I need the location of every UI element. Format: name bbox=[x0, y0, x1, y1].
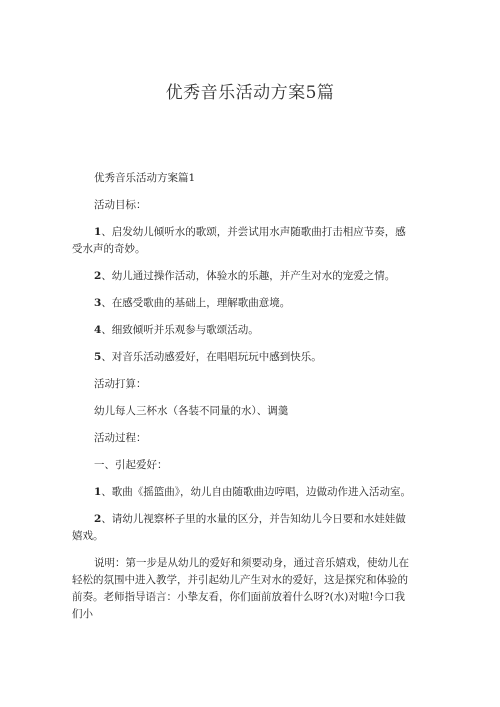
paragraph: 4、细致倾听并乐观参与歌颂活动。 bbox=[94, 324, 259, 336]
paragraph: 活动过程： bbox=[94, 432, 147, 444]
paragraph: 活动目标： bbox=[94, 199, 147, 211]
section-heading: 优秀音乐活动方案篇1 bbox=[94, 172, 196, 184]
paragraph: 3、在感受歌曲的基础上，理解歌曲意境。 bbox=[94, 297, 291, 309]
paragraph: 说明：第一步是从幼儿的爱好和须要动身，通过音乐嬉戏，使幼儿在轻松的氛围中进入教学，并引起幼儿产生对水的爱好，这是探究和体验的前奏。老师指导语言：小挚友看，你们面前放着什么呀?(水)对啦!今口我们小 bbox=[72, 557, 409, 620]
document-body bbox=[72, 170, 414, 633]
paragraph: 幼儿每人三杯水（各装不同量的水）、调羹 bbox=[94, 405, 289, 417]
document-title: 优秀音乐活动方案5篇 bbox=[165, 83, 335, 103]
paragraph: 5、对音乐活动感爱好，在唱唱玩玩中感到快乐。 bbox=[94, 351, 322, 363]
paragraph: 1、启发幼儿倾听水的歌颂，并尝试用水声随歌曲打击相应节奏，感受水声的奇妙。 bbox=[72, 226, 406, 255]
paragraph: 活动打算： bbox=[94, 378, 147, 390]
paragraph: 2、幼儿通过操作活动，体验水的乐趣，并产生对水的宠爱之情。 bbox=[94, 270, 396, 282]
paragraph: 2、请幼儿视察杯子里的水量的区分，并告知幼儿今日要和水娃娃做嬉戏。 bbox=[72, 513, 406, 542]
paragraph: 一、引起爱好： bbox=[94, 459, 168, 471]
paragraph: 1、歌曲《摇篮曲》，幼儿自由随歌曲边哼唱，边做动作进入活动室。 bbox=[94, 486, 412, 498]
